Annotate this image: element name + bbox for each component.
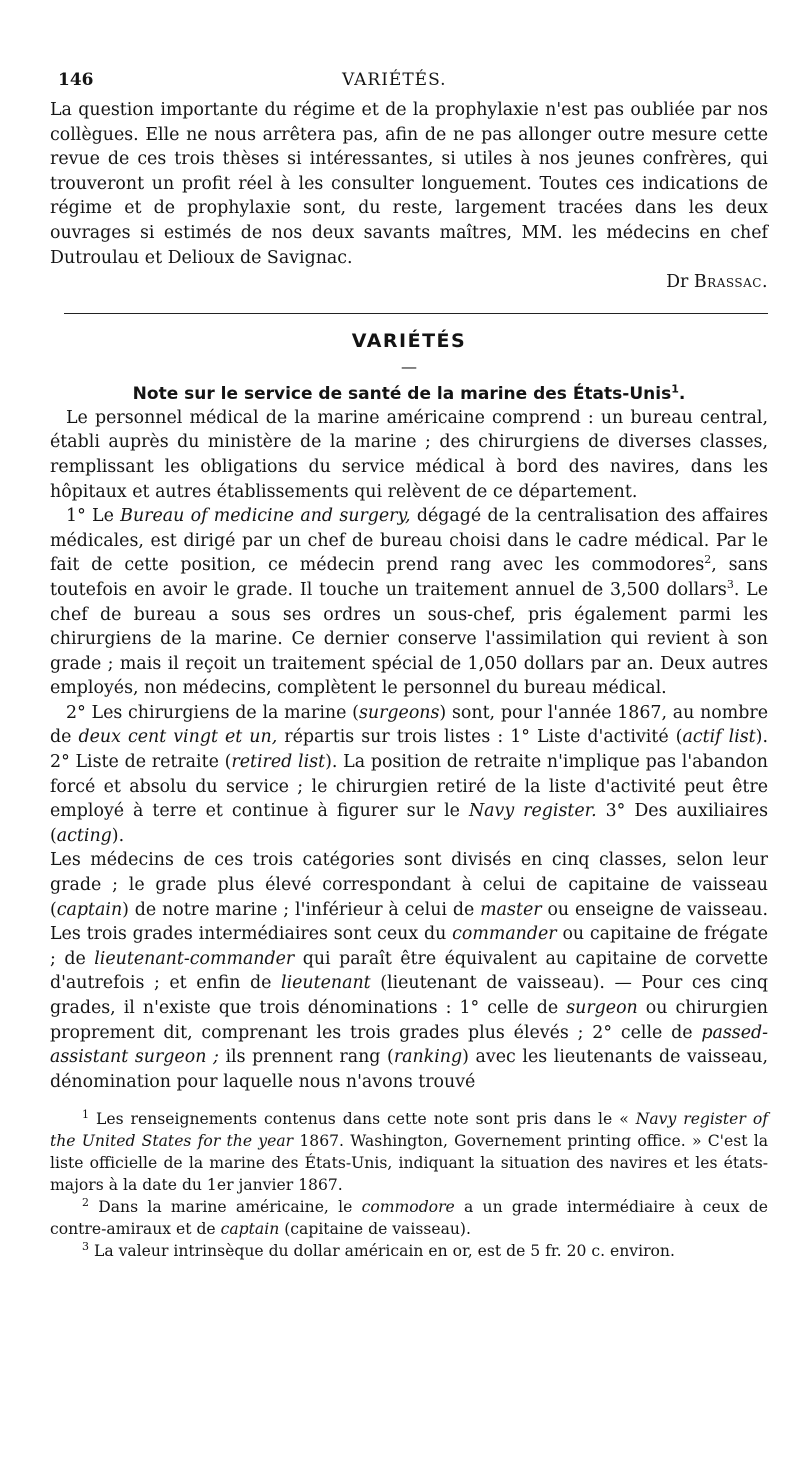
signature-line <box>50 270 768 295</box>
prev-article-paragraph: La question importante du régime et de la prophylaxie n'est pas oubliée par nos collègues. Elle ne nous arrêtera pas, afin de ne pas allonger outre mesure cette revue de ces trois thèses si intéressantes, si utiles à nos jeunes confrères, qui trouveront un profit réel à les consulter longuement. Toutes ces indications de régime et de prophylaxie sont, du reste, largement tracées dans les deux ouvrages si estimés de nos deux savants maîtres, MM. les médecins en chef Dutroulau et Delioux de Savignac. <box>50 100 768 268</box>
running-header <box>50 70 768 98</box>
paragraph-3: Les médecins de ces trois catégories sont divisés en cinq classes, selon leur grade ; le grade plus élevé correspondant à celui de capitaine de vaisseau (captain) de notre marine ; l'inférieur à celui de master ou enseigne de vaisseau. Les trois grades intermédiaires sont ceux du commander ou capitaine de frégate ; de lieutenant-commander qui paraît être équivalent au capitaine de corvette d'autrefois ; et enfin de lieutenant (lieutenant de vaisseau). — Pour ces cinq grades, il n'existe que trois dénominations : 1° celle de surgeon ou chirurgien proprement dit, comprenant les trois grades plus élevés ; 2° celle de passed-assistant surgeon ; ils prennent rang (ranking) avec les lieutenants de vaisseau, dénomination pour laquelle nous n'avons trouvé <box>50 850 769 1092</box>
paragraph-1: 1° Le Bureau of medicine and surgery, dégagé de la centralisation des affaires médicales, est dirigé par un chef de bureau choisi dans le cadre médical. Par le fait de cette position, ce médecin prend rang avec les commodores$^2$, sans toutefois en avoir le grade. Il touche un traitement annuel de 3,500 dollars$^3$. Le chef de bureau a sous ses ordres un sous-chef, pris également parmi les chirurgiens de la marine. Ce dernier conserve l'assimilation qui revient à son grade ; mais il reçoit un traitement spécial de 1,050 dollars par an. Deux autres employés, non médecins, complètent le personnel du bureau médical. <box>50 506 769 699</box>
section-title: VARIÉTÉS <box>351 329 467 352</box>
footnote-2: $^2$ Dans la marine américaine, le commodore a un grade intermédiaire à ceux de contre-amiraux et de captain (capitaine de vaisseau). <box>50 1196 768 1239</box>
footnote-spacer <box>50 1094 768 1108</box>
footnote-ref-3: 3 <box>726 578 734 592</box>
note-title: Note sur le service de santé de la marine des États-Unis$^1$. <box>132 382 686 404</box>
signature-prefix: Dr <box>666 272 689 293</box>
footnote-ref-1: 1 <box>671 382 679 396</box>
title-dash: — <box>401 356 417 376</box>
intro-paragraph: Le personnel médical de la marine américaine comprend : un bureau central, établi auprès du ministère de la marine ; des chirurgiens de diverses classes, remplissant les obligations du service médical à bord des navires, dans les hôpitaux et autres établissements qui relèvent de ce département. <box>50 407 768 502</box>
footnote-3: $^3$ La valeur intrinsèque du dollar américain en or, est de 5 fr. 20 c. environ. <box>82 1240 675 1261</box>
section-divider <box>64 313 768 314</box>
paragraph-2: 2° Les chirurgiens de la marine (surgeons) sont, pour l'année 1867, au nombre de deux cent vingt et un, répartis sur trois listes : 1° Liste d'activité (actif list). 2° Liste de retraite (retired list). La position de retraite n'implique pas l'abandon forcé et absolu du service ; le chirurgien retiré de la liste d'activité peut être employé à terre et continue à figurer sur le Navy register. 3° Des auxiliaires (acting). <box>50 702 769 846</box>
signature <box>666 270 768 295</box>
page-number: 146 <box>58 70 94 90</box>
note-title-text: Note sur le service de santé de la marine des États-Unis <box>132 383 672 404</box>
running-title: VARIÉTÉS. <box>342 70 447 90</box>
footnote-1: $^1$ Les renseignements contenus dans cette note sont pris dans le « Navy register of the United States for the year 1867. Washington, Governement printing office. » C'est la liste officielle de la marine des États-Unis, indiquant la situation des navires et les états-majors à la date du 1er janvier 1867. <box>50 1108 768 1195</box>
signature-name: Brassac. <box>693 272 768 293</box>
document-page <box>50 70 768 1262</box>
footnote-ref-2: 2 <box>704 553 712 567</box>
footnotes <box>50 1108 768 1262</box>
